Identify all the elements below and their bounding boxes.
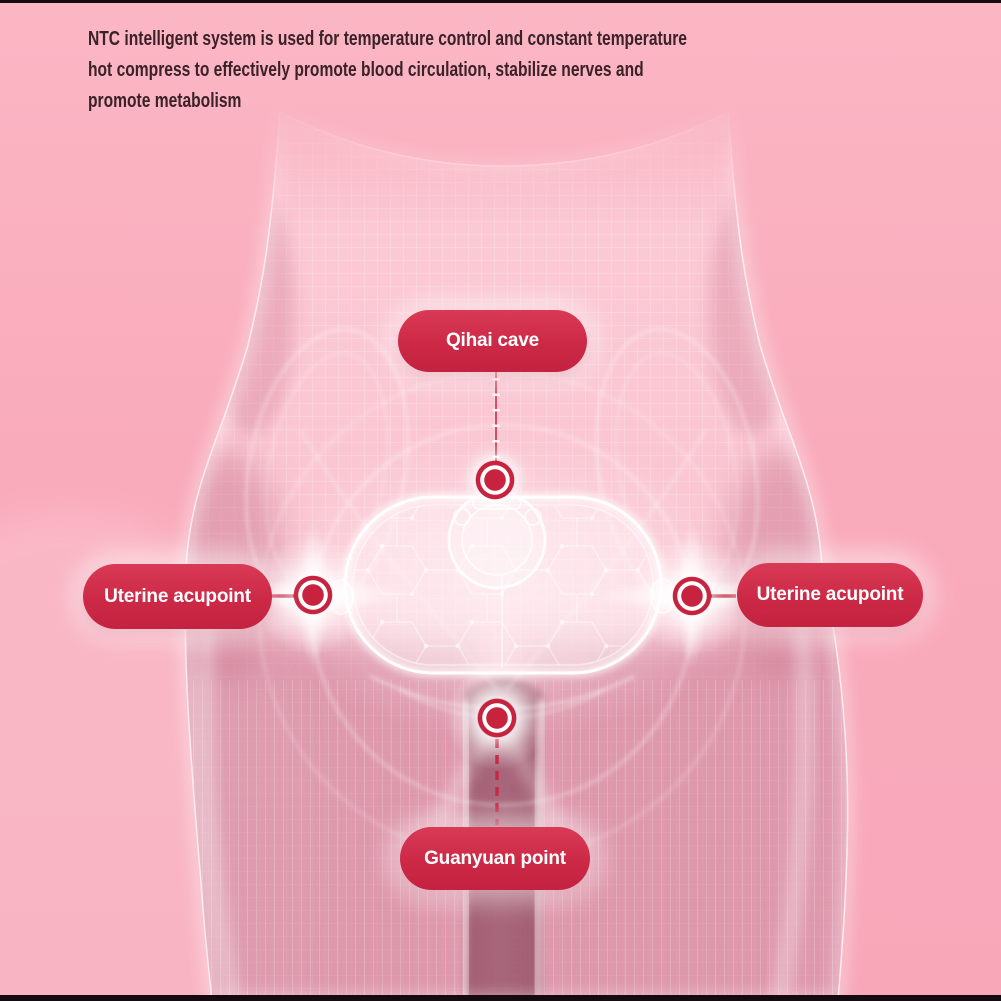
label-text-guanyuan: Guanyuan point bbox=[424, 847, 566, 869]
description-line-2: hot compress to effectively promote blood circulation, stabilize nerves and bbox=[88, 59, 644, 81]
control-module bbox=[449, 492, 545, 588]
top-edge-artifact bbox=[0, 0, 1001, 3]
acupoint-dot-qihai bbox=[475, 460, 515, 500]
label-pill-guanyuan-point bbox=[400, 827, 590, 890]
description-text bbox=[88, 24, 687, 117]
acupoint-dot-guanyuan bbox=[477, 698, 517, 738]
label-pill-uterine-acupoint-left bbox=[83, 564, 272, 629]
label-pill-uterine-acupoint-right bbox=[737, 563, 923, 627]
acupoint-dot-uterine-left bbox=[293, 575, 333, 615]
label-pill-qihai-cave bbox=[398, 310, 587, 372]
description-line-3: promote metabolism bbox=[88, 90, 242, 112]
label-text-uterine-left: Uterine acupoint bbox=[104, 585, 251, 607]
label-text-uterine-right: Uterine acupoint bbox=[756, 584, 904, 605]
heating-pad-device bbox=[329, 492, 675, 673]
bottom-edge-artifact bbox=[0, 995, 1001, 1001]
description-line-1: NTC intelligent system is used for temperature control and constant temperature bbox=[88, 28, 687, 50]
label-text-qihai-cave: Qihai cave bbox=[445, 330, 540, 351]
acupoint-dot-uterine-right bbox=[672, 576, 712, 616]
